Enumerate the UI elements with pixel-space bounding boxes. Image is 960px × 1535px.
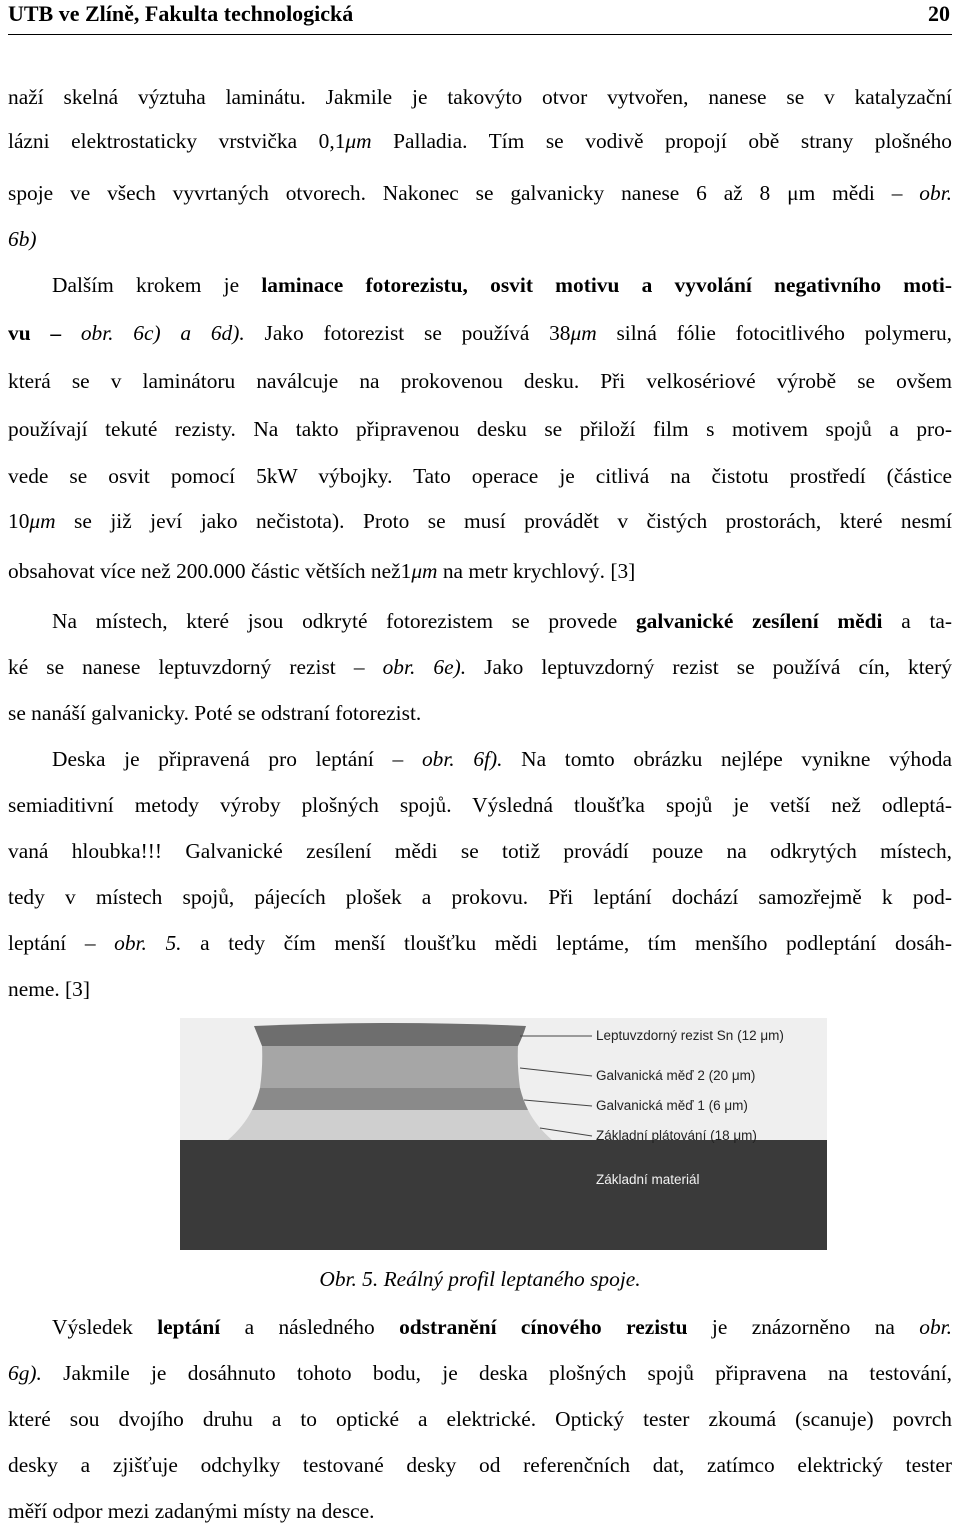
- text-line: [8, 358, 952, 405]
- text-span: a následného: [220, 1315, 400, 1339]
- text-span: vaná hloubka!!! Galvanické zesílení mědi se totiž provádí pouze na odkrytých místech,: [8, 839, 952, 863]
- copper-1-layer: [252, 1088, 528, 1110]
- text-span: ké se nanese leptuvzdorný rezist –: [8, 655, 365, 679]
- text-line: [8, 498, 952, 545]
- text-line: [8, 690, 952, 737]
- bold-term: leptání: [157, 1315, 221, 1339]
- text-line: [8, 920, 952, 967]
- text-line: [8, 170, 952, 217]
- text-line: [8, 1442, 952, 1489]
- figure-reference: obr. 6f).: [421, 747, 503, 771]
- figure-reference: obr. 6e).: [382, 655, 467, 679]
- text-span: která se v laminátoru naválcuje na prokovenou desku. Při velkosériové výrobě se ovšem: [8, 369, 952, 393]
- text-line: [8, 644, 952, 691]
- figure-reference: obr. 6c) a 6d).: [80, 321, 245, 345]
- page-number: 20: [928, 1, 950, 26]
- label-copper-1: Galvanická měď 1 (6 μm): [596, 1098, 748, 1113]
- text-span: leptání –: [8, 931, 96, 955]
- figure-caption: Obr. 5. Reálný profil leptaného spoje.: [319, 1267, 641, 1291]
- figure-reference: 6g).: [8, 1361, 42, 1385]
- text-span: Palladia. Tím se vodivě propojí obě strany plošného: [371, 129, 952, 153]
- text-line: [8, 736, 952, 783]
- base-material-layer: [180, 1140, 827, 1250]
- text-line: [8, 310, 952, 357]
- text-span: Dalším krokem je: [52, 273, 262, 297]
- text-span: obsahovat více než 200.000 částic větších než1: [8, 559, 412, 583]
- text-line: [8, 118, 952, 165]
- bold-term: laminace fotorezistu, osvit motivu a vyvolání negativního moti-: [261, 273, 952, 297]
- figure-reference: obr.: [919, 181, 952, 205]
- unit-symbol: μm: [411, 559, 438, 583]
- label-base-material: Základní materiál: [596, 1172, 700, 1187]
- text-span: neme. [3]: [8, 977, 90, 1001]
- text-line: [8, 1350, 952, 1397]
- label-copper-2: Galvanická měď 2 (20 μm): [596, 1068, 756, 1083]
- text-span: Na tomto obrázku nejlépe vynikne výhoda: [502, 747, 952, 771]
- label-sn-resist: Leptuvzdorný rezist Sn (12 μm): [596, 1028, 784, 1043]
- text-span: Na místech, které jsou odkryté fotorezistem se provede: [52, 609, 636, 633]
- text-span: měří odpor mezi zadanými místy na desce.: [8, 1499, 375, 1523]
- text-line: [8, 1488, 952, 1535]
- copper-2-layer: [260, 1046, 520, 1088]
- text-span: a tedy čím menší tloušťku mědi leptáme, tím menšího podleptání dosáh-: [181, 931, 952, 955]
- text-span: Jako leptuvzdorný rezist se používá cín, který: [466, 655, 952, 679]
- plating-layer: [228, 1110, 552, 1140]
- bold-term: vu –: [8, 321, 62, 345]
- joint-profile-diagram: [180, 1018, 827, 1250]
- text-span: Jako fotorezist se používá 38: [244, 321, 571, 345]
- unit-symbol: μm: [29, 509, 56, 533]
- text-line: [8, 782, 952, 829]
- text-span: desky a zjišťuje odchylky testované desky od referenčních dat, zatímco elektrický tester: [8, 1453, 952, 1477]
- text-span: Výsledek: [52, 1315, 158, 1339]
- text-span: používají tekuté rezisty. Na takto připravenou desku se přiloží film s motivem spojů a pro-: [8, 417, 952, 441]
- text-line: [8, 453, 952, 500]
- text-span: na metr krychlový. [3]: [437, 559, 636, 583]
- text-span: vede se osvit pomocí 5kW výbojky. Tato operace je citlivá na čistotu prostředí (částice: [8, 464, 952, 488]
- text-span: je znázorněno na: [687, 1315, 895, 1339]
- text-line: [8, 1396, 952, 1443]
- text-line: [8, 74, 952, 121]
- label-plating: Základní plátování (18 μm): [596, 1128, 757, 1143]
- text-line: [8, 598, 952, 645]
- text-span: spoje ve všech vyvrtaných otvorech. Nakonec se galvanicky nanese 6 až 8 μm mědi –: [8, 181, 903, 205]
- text-span: a ta-: [882, 609, 953, 633]
- text-span: 10: [8, 509, 30, 533]
- text-line: [8, 548, 952, 595]
- etched-joint-figure: [180, 1018, 827, 1250]
- text-line: [8, 262, 952, 309]
- page-header: [8, 0, 952, 35]
- text-line: [8, 216, 952, 263]
- sn-resist-layer: [254, 1023, 526, 1046]
- figure-reference: obr.: [919, 1315, 952, 1339]
- bold-term: galvanické zesílení mědi: [635, 609, 883, 633]
- header-title: UTB ve Zlíně, Fakulta technologická: [8, 1, 354, 26]
- text-span: silná fólie fotocitlivého polymeru,: [596, 321, 952, 345]
- text-span: lázni elektrostaticky vrstvička 0,1: [8, 129, 346, 153]
- text-line: [8, 874, 952, 921]
- text-line: [8, 1304, 952, 1351]
- figure-reference: 6b): [8, 227, 37, 251]
- text-span: které sou dvojího druhu a to optické a elektrické. Optický tester zkoumá (scanuje) povrch: [8, 1407, 952, 1431]
- text-span: se nanáší galvanicky. Poté se odstraní fotorezist.: [8, 701, 422, 725]
- unit-symbol: μm: [570, 321, 597, 345]
- text-span: naží skelná výztuha laminátu. Jakmile je takovýto otvor vytvořen, nanese se v katalyzační: [8, 85, 952, 109]
- text-span: Jakmile je dosáhnuto tohoto bodu, je deska plošných spojů připravena na testování,: [41, 1361, 952, 1385]
- figure-reference: obr. 5.: [114, 931, 182, 955]
- text-span: semiaditivní metody výroby plošných spojů. Výsledná tloušťka spojů je vetší než odleptá-: [8, 793, 952, 817]
- text-span: tedy v místech spojů, pájecích plošek a prokovu. Při leptání dochází samozřejmě k pod-: [8, 885, 952, 909]
- bold-term: odstranění cínového rezistu: [399, 1315, 688, 1339]
- text-line: [8, 966, 952, 1013]
- text-span: Deska je připravená pro leptání –: [52, 747, 404, 771]
- text-line: [8, 406, 952, 453]
- unit-symbol: μm: [345, 129, 372, 153]
- text-line: [8, 828, 952, 875]
- text-span: se již jeví jako nečistota). Proto se musí provádět v čistých prostorách, které nesmí: [55, 509, 952, 533]
